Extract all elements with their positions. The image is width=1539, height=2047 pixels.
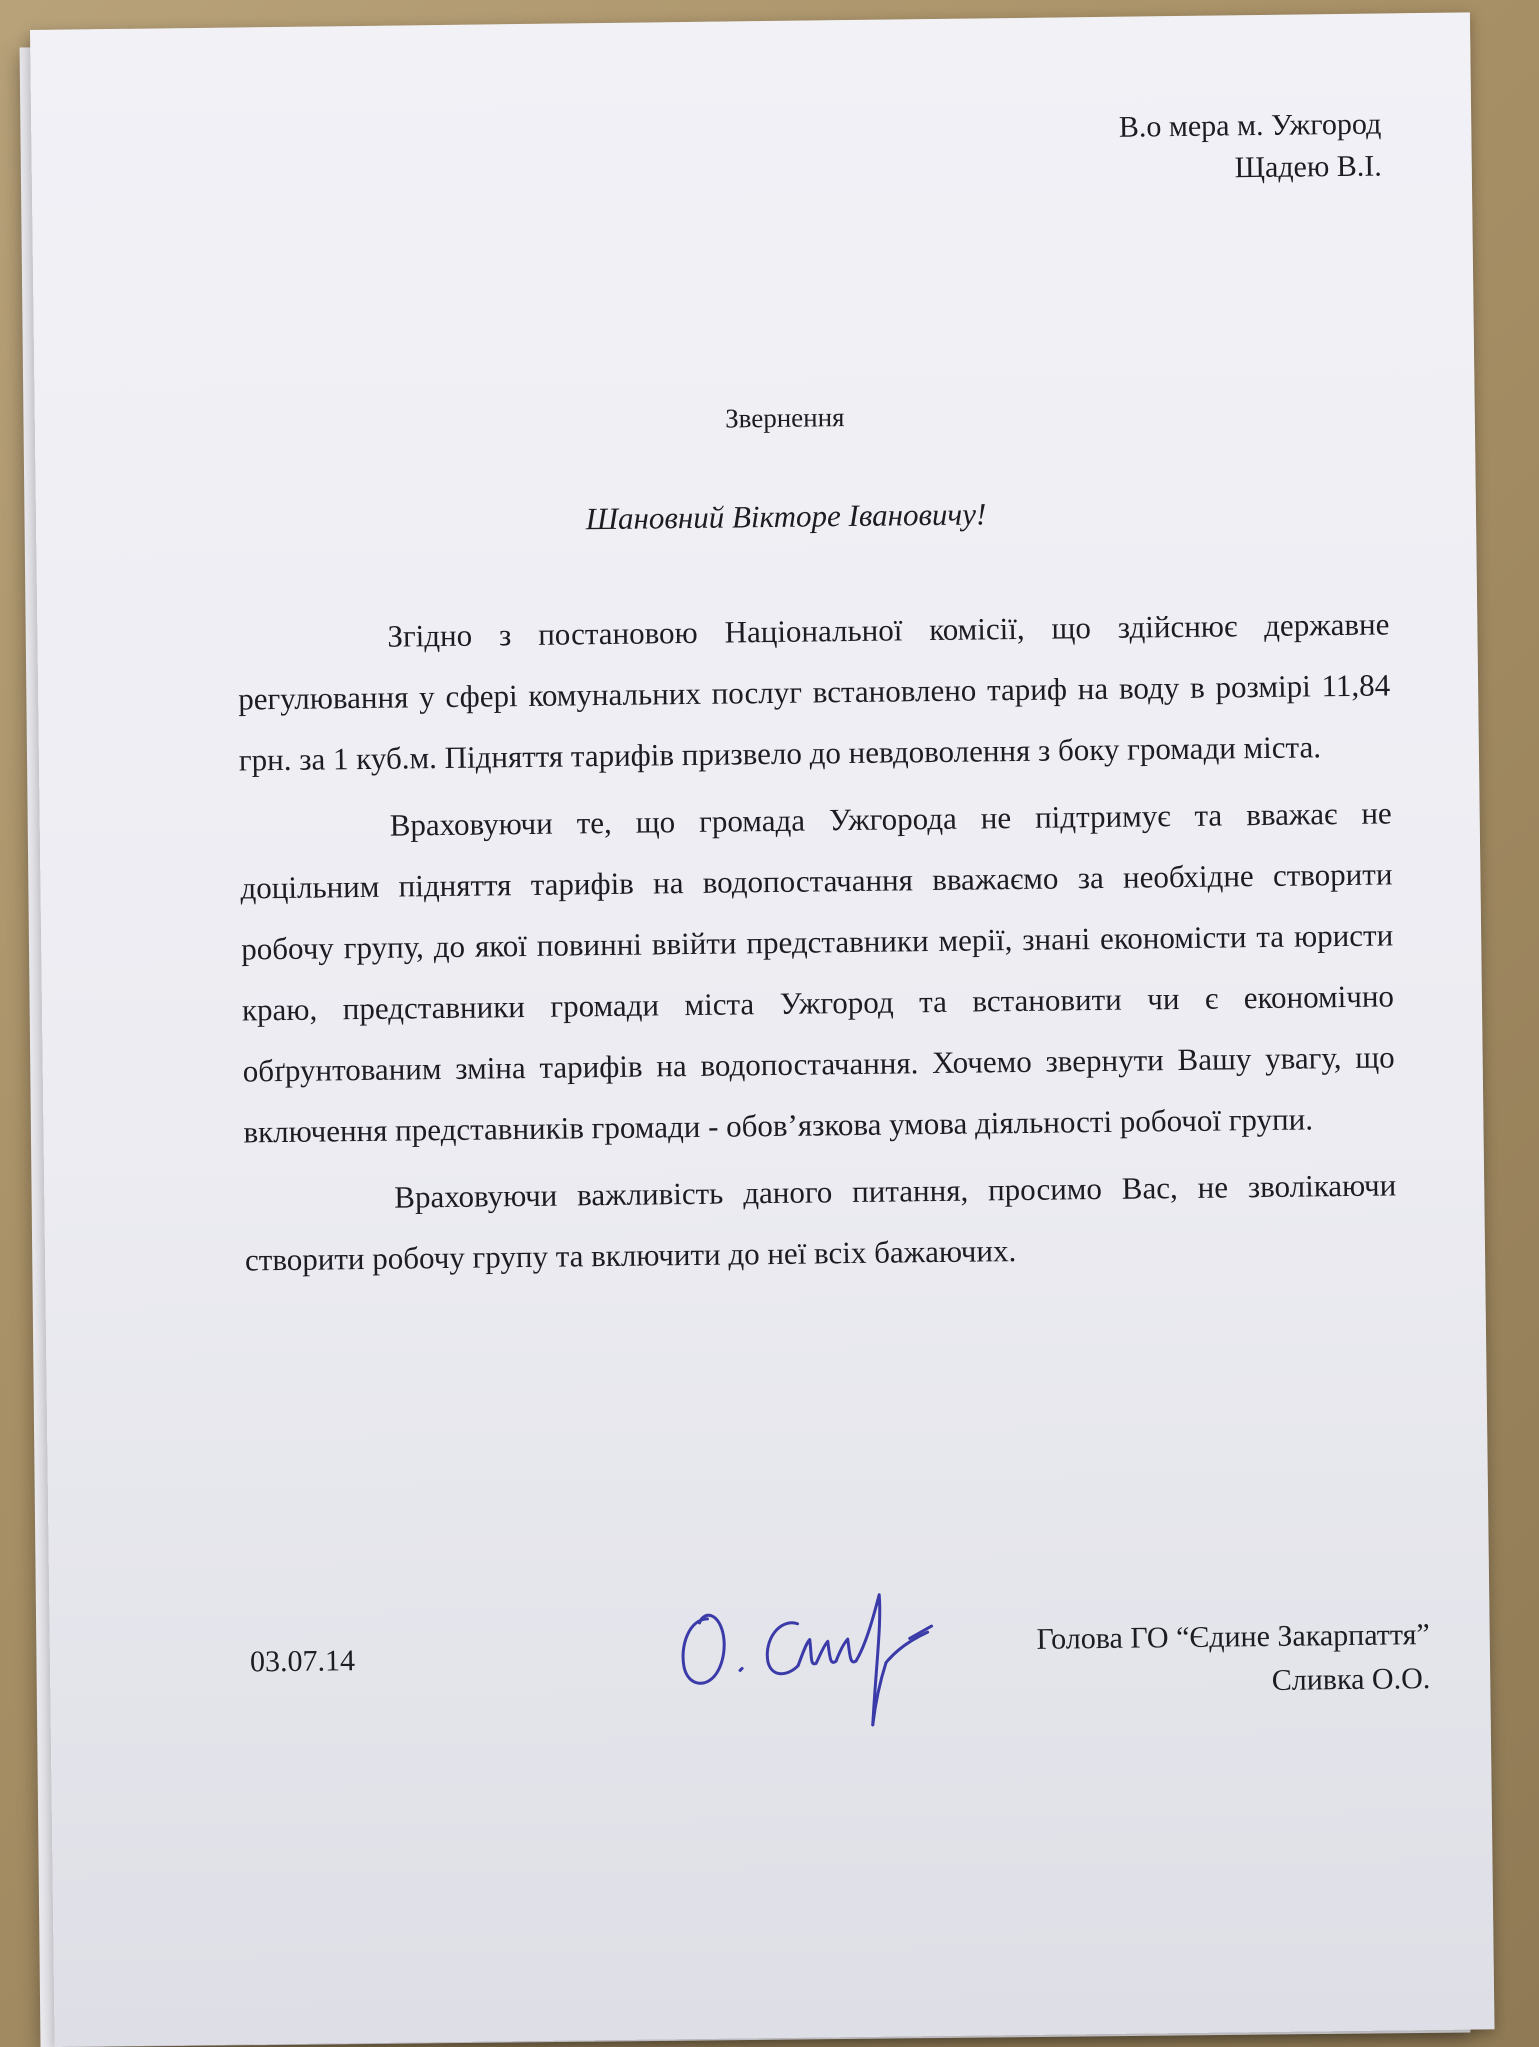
handwritten-signature xyxy=(659,1564,971,1748)
signer-name: Сливка О.О. xyxy=(1271,1662,1431,1697)
signer-position: Голова ГО “Єдине Закарпаття” xyxy=(1036,1618,1430,1656)
document-title: Звернення xyxy=(724,402,845,434)
addressee-block xyxy=(1119,104,1382,191)
addressee-line-2: Щадею В.І. xyxy=(1234,149,1382,185)
letter-body xyxy=(237,593,1397,1296)
paragraph-1: Згідно з постановою Національної комісії, що здійснює державне регулювання у сфері комунальних послуг встановлено тариф на воду в розмірі 11,84 грн. за 1 куб.м. Підняття тарифів призвело до невдоволення з боку громади міста. xyxy=(237,606,1391,778)
paragraph-3: Враховуючи важливість даного питання, просимо Вас, не зволікаючи створити робочу групу та включити до неї всіх бажаючих. xyxy=(244,1167,1397,1278)
letter-page xyxy=(30,12,1495,2046)
salutation: Шановний Вікторе Івановичу! xyxy=(585,496,987,537)
signer-block xyxy=(1036,1613,1430,1706)
addressee-line-1: В.о мера м. Ужгород xyxy=(1118,107,1382,144)
paragraph-2: Враховуючи те, що громада Ужгорода не підтримує та вважає не доцільним підняття тарифів на водопостачання вважаємо за необхідне створити робочу групу, до якої повинні ввійти представники мерії, знані економісти та юристи краю, представники громади міста Ужгород та встановити чи є економічно обґрунтованим зміна тарифів на водопостачання. Хочемо звернути Вашу увагу, що включення представників громади - обов’язкова умова діяльності робочої групи. xyxy=(240,795,1395,1150)
letter-date: 03.07.14 xyxy=(249,1644,356,1679)
